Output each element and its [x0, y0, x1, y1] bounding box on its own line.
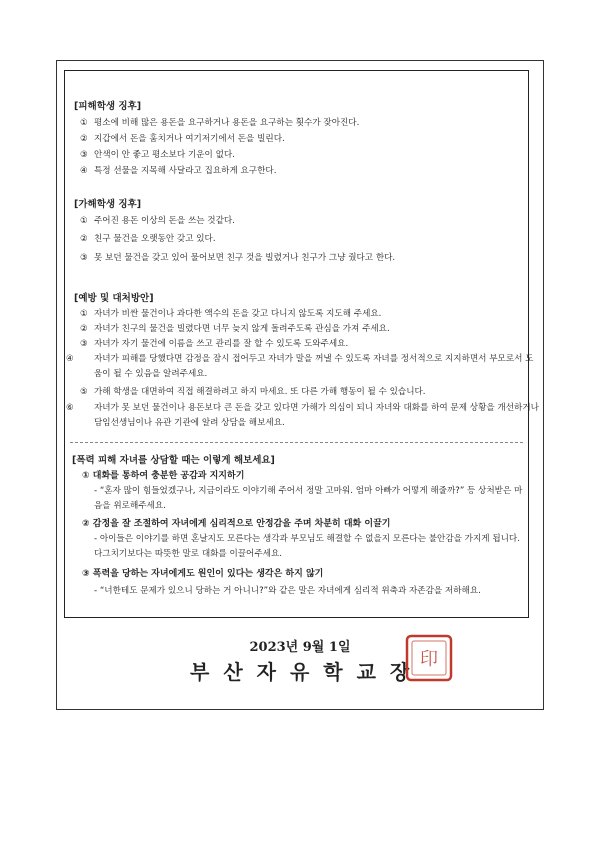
- victim-signs-title: [피해학생 징후]: [74, 101, 142, 112]
- victim-item: ① 평소에 비해 많은 용돈을 요구하거나 용돈을 요구하는 횟수가 잦아진다.: [80, 118, 360, 128]
- tip-body: - 아이들은 이야기를 하면 혼날지도 모른다는 생각과 부모님도 해결할 수 없을지 모른다는 불안감을 가지게 됩니다. 다그치기보다는 따뜻한 말로 대화를 이끌어주세요.: [94, 534, 520, 559]
- victim-item: ③ 안색이 안 좋고 평소보다 기운이 없다.: [80, 150, 235, 160]
- offender-signs-title: [가해학생 징후]: [74, 199, 142, 210]
- prevention-item: ③ 자녀가 자기 물건에 이름을 쓰고 관리를 잘 할 수 있도록 도와주세요.: [80, 339, 349, 349]
- issue-date: 2023년 9월 1일: [249, 640, 351, 655]
- prevention-item: ② 자녀가 친구의 물건을 빌렸다면 너무 늦지 않게 돌려주도록 관심을 가져 주세요.: [80, 324, 390, 334]
- prevention-item: ⑤ 가해 학생을 대면하여 직접 해결하려고 하지 마세요. 또 다른 가해 행동이 될 수 있습니다.: [80, 387, 426, 397]
- section-divider: [70, 442, 523, 443]
- prevention-title: [예방 및 대처방안]: [74, 293, 154, 304]
- principal-name: 부산자유학교장: [190, 660, 424, 684]
- offender-item: ① 주어진 용돈 이상의 돈을 쓰는 것같다.: [80, 216, 235, 226]
- tip-heading: ① 대화를 통하여 충분한 공감과 지지하기: [82, 471, 245, 481]
- prevention-item: ④ 자녀가 피해를 당했다면 감정을 잠시 접어두고 자녀가 말을 꺼낼 수 있도록 자녀를 정서적으로 지지하면서 부모로서 도움이 될 수 있음을 알려주세요.: [66, 354, 534, 379]
- tip-heading: ② 감정을 잘 조절하여 자녀에게 심리적으로 안정감을 주며 차분히 대화 이끌기: [82, 519, 391, 529]
- seal-text: 印: [420, 649, 438, 670]
- prevention-item: ① 자녀가 비싼 물건이나 과다한 액수의 돈을 갖고 다니지 않도록 지도해 주세요.: [80, 309, 382, 319]
- tips-title: [폭력 피해 자녀를 상담할 때는 이렇게 해보세요]: [72, 455, 275, 466]
- tip-body: - “혼자 많이 힘들었겠구나, 지금이라도 이야기해 주어서 정말 고마워. 엄마 아빠가 어떻게 해줄까?” 등 상처받은 마음을 위로해주세요.: [94, 486, 523, 511]
- offender-item: ② 친구 물건을 오랫동안 갖고 있다.: [80, 234, 216, 244]
- victim-item: ④ 특정 선물을 지목해 사달라고 집요하게 요구한다.: [80, 166, 277, 176]
- victim-item: ② 지갑에서 돈을 훔치거나 여기저기에서 돈을 빌린다.: [80, 134, 285, 144]
- prevention-item: ⑥ 자녀가 못 보던 물건이나 용돈보다 큰 돈을 갖고 있다면 가해가 의심이 되니 자녀와 대화를 하여 문제 상황을 개선하거나 담임선생님이나 유관 기관에 알려 상담을 해보세요.: [66, 403, 539, 428]
- offender-item: ③ 못 보던 물건을 갖고 있어 물어보면 친구 것을 빌렸거나 친구가 그냥 줬다고 한다.: [80, 253, 396, 263]
- tip-heading: ③ 폭력을 당하는 자녀에게도 원인이 있다는 생각은 하지 않기: [82, 569, 324, 579]
- official-seal-icon: [405, 634, 453, 682]
- tip-body: - “너한테도 문제가 있으니 당하는 거 아니니?”와 같은 말은 자녀에게 심리적 위축과 자존감을 저하해요.: [94, 586, 481, 596]
